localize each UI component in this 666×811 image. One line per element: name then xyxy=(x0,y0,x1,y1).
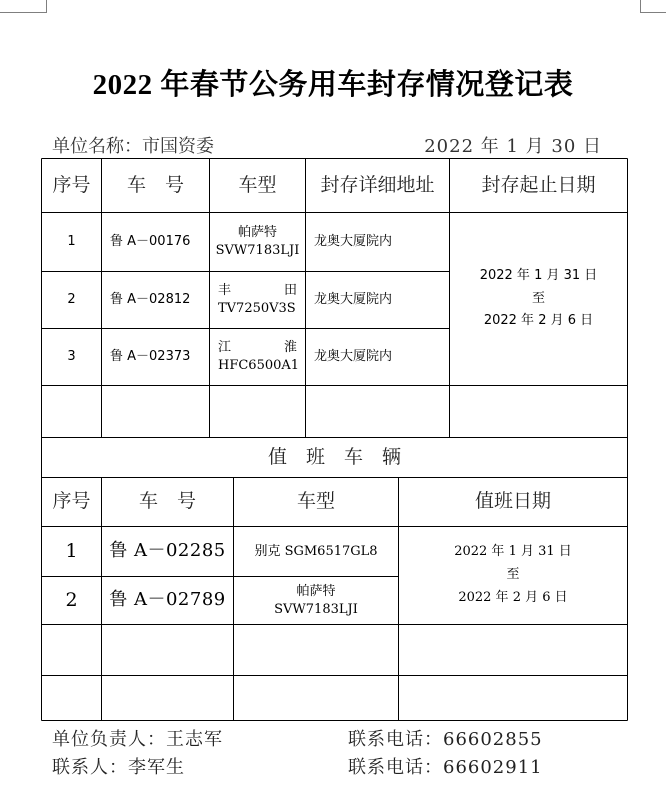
sealed-row2-model xyxy=(210,272,305,328)
duty-row2-plate: 鲁 A－02789 xyxy=(109,589,226,611)
header-plate: 车 号 xyxy=(126,173,184,196)
sealed-row1-model xyxy=(210,213,305,271)
sealed-row3-model-name: 江 淮 xyxy=(218,340,297,356)
header-model: 车型 xyxy=(238,173,277,196)
duty-period-start: 2022 年 1 月 31 日 xyxy=(454,544,572,560)
duty-row2-model-name: 帕萨特 xyxy=(296,583,336,599)
sealed-row2-plate: 鲁 A－02812 xyxy=(110,292,191,308)
header-address: 封存详细地址 xyxy=(320,173,435,196)
sealed-row2-address: 龙奥大厦院内 xyxy=(314,292,393,308)
sealed-row3-model xyxy=(210,329,305,385)
sealed-row3-model-code: HFC6500A1 xyxy=(218,358,300,373)
duty-row2-seq: 2 xyxy=(65,588,78,611)
duty-row2-model xyxy=(234,577,398,624)
sealed-row3-address: 龙奥大厦院内 xyxy=(314,349,393,365)
sealed-period-start: 2022 年 1 月 31 日 xyxy=(479,267,598,283)
sealed-row3-plate: 鲁 A－02373 xyxy=(110,349,191,365)
sealed-row1-address: 龙奥大厦院内 xyxy=(314,234,393,250)
duty-row1-model: 别克 SGM6517GL8 xyxy=(254,543,378,559)
sealed-row2-model-code: TV7250V3S xyxy=(218,301,296,316)
sealed-period-end: 2022 年 2 月 6 日 xyxy=(483,313,594,329)
duty-section-title: 值 班 车 辆 xyxy=(267,445,401,468)
page-title: 2022 年春节公务用车封存情况登记表 xyxy=(92,69,574,101)
duty-row2-model-code: SVW7183LJI xyxy=(274,601,358,617)
sealed-row3-seq: 3 xyxy=(67,349,76,365)
duty-header-model: 车型 xyxy=(296,490,335,513)
duty-row1-plate: 鲁 A－02285 xyxy=(109,540,226,562)
duty-header-seq: 序号 xyxy=(52,490,91,513)
header-seq: 序号 xyxy=(52,173,91,196)
duty-period xyxy=(399,527,627,624)
sealed-period-to: 至 xyxy=(531,290,545,306)
header-period: 封存起止日期 xyxy=(481,173,596,196)
duty-row1-seq: 1 xyxy=(65,539,78,562)
fill-date: 2022 年 1 月 30 日 xyxy=(424,136,602,157)
unit-manager: 单位负责人：王志军 xyxy=(52,729,223,750)
unit-name: 单位名称：市国资委 xyxy=(52,136,214,157)
duty-header-date: 值班日期 xyxy=(474,490,551,513)
sealed-row2-seq: 2 xyxy=(67,292,76,308)
duty-period-to: 至 xyxy=(506,567,520,583)
duty-period-end: 2022 年 2 月 6 日 xyxy=(458,589,568,605)
sealed-row1-model-name: 帕萨特 xyxy=(237,225,277,241)
sealed-row2-model-name: 丰 田 xyxy=(218,283,297,299)
phone-1: 联系电话：66602855 xyxy=(348,729,543,750)
sealed-row1-seq: 1 xyxy=(67,234,76,250)
contact-person: 联系人：李军生 xyxy=(52,757,185,778)
sealed-row1-plate: 鲁 A－00176 xyxy=(110,234,191,250)
sealed-period xyxy=(450,213,627,385)
duty-header-plate: 车 号 xyxy=(138,490,196,513)
sealed-row1-model-code: SVW7183LJI xyxy=(215,243,300,258)
phone-2: 联系电话：66602911 xyxy=(348,757,543,778)
